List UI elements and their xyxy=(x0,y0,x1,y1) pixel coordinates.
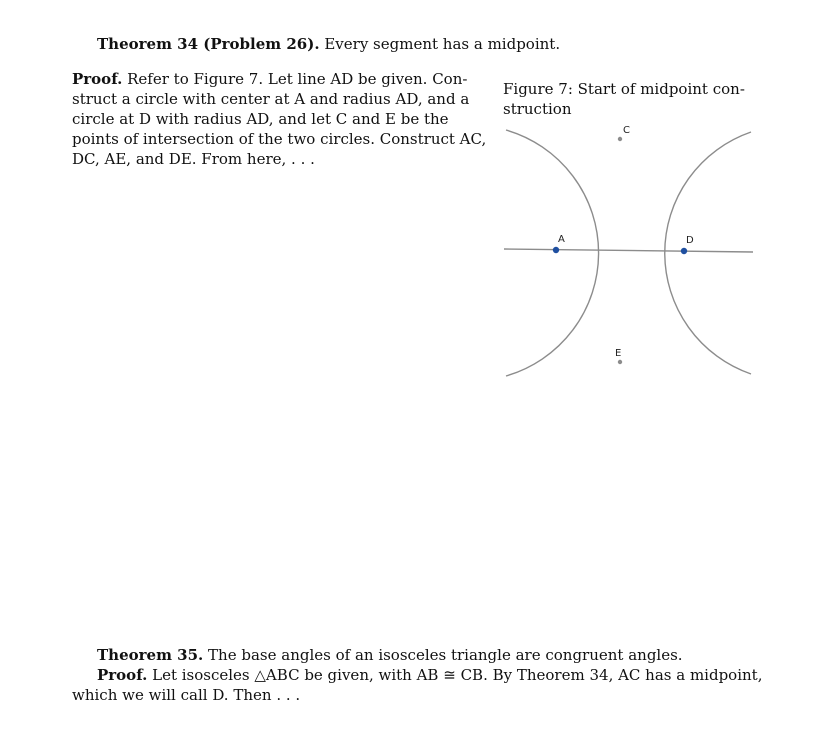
proof-34-label: Proof. xyxy=(72,70,123,88)
label-d: D xyxy=(686,235,694,246)
figure-caption-line-1: Figure 7: Start of midpoint con- xyxy=(503,80,745,98)
theorem-35-statement: The base angles of an isosceles triangle are congruent angles. xyxy=(208,646,683,664)
proof-35-line-1 xyxy=(97,665,762,685)
proof-34-line-1 xyxy=(72,69,467,89)
circle-d-arc xyxy=(665,132,751,374)
proof-34-text-1: Refer to Figure 7. Let line AD be given. Con- xyxy=(127,70,468,88)
point-a xyxy=(553,247,559,253)
proof-34-line-3: circle at D with radius AD, and let C and E be the xyxy=(72,110,449,128)
point-e xyxy=(618,360,622,364)
label-e: E xyxy=(615,348,622,359)
label-a: A xyxy=(558,234,565,245)
proof-35-line-2: which we will call D. Then . . . xyxy=(72,686,301,704)
theorem-35-heading: Theorem 35. xyxy=(97,646,204,664)
label-c: C xyxy=(623,125,630,136)
theorem-34-statement: Every segment has a midpoint. xyxy=(324,35,561,53)
proof-34-line-4: points of intersection of the two circles. Construct AC, xyxy=(72,130,487,148)
line-ad xyxy=(504,249,753,252)
theorem-35-title xyxy=(97,645,683,665)
midpoint-construction-figure xyxy=(496,118,756,388)
point-c xyxy=(618,137,622,141)
theorem-34-heading: Theorem 34 (Problem 26). xyxy=(97,35,320,53)
proof-34-line-5: DC, AE, and DE. From here, . . . xyxy=(72,150,315,168)
figure-caption-line-2: struction xyxy=(503,100,572,118)
point-d xyxy=(681,248,687,254)
theorem-34-title xyxy=(97,34,560,54)
proof-35-text-1: Let isosceles △ABC be given, with AB ≅ CB. By Theorem 34, AC has a midpoint, xyxy=(152,666,763,684)
circle-a-arc xyxy=(506,130,599,376)
proof-34-line-2: struct a circle with center at A and radius AD, and a xyxy=(72,90,470,108)
proof-35-label: Proof. xyxy=(97,666,148,684)
